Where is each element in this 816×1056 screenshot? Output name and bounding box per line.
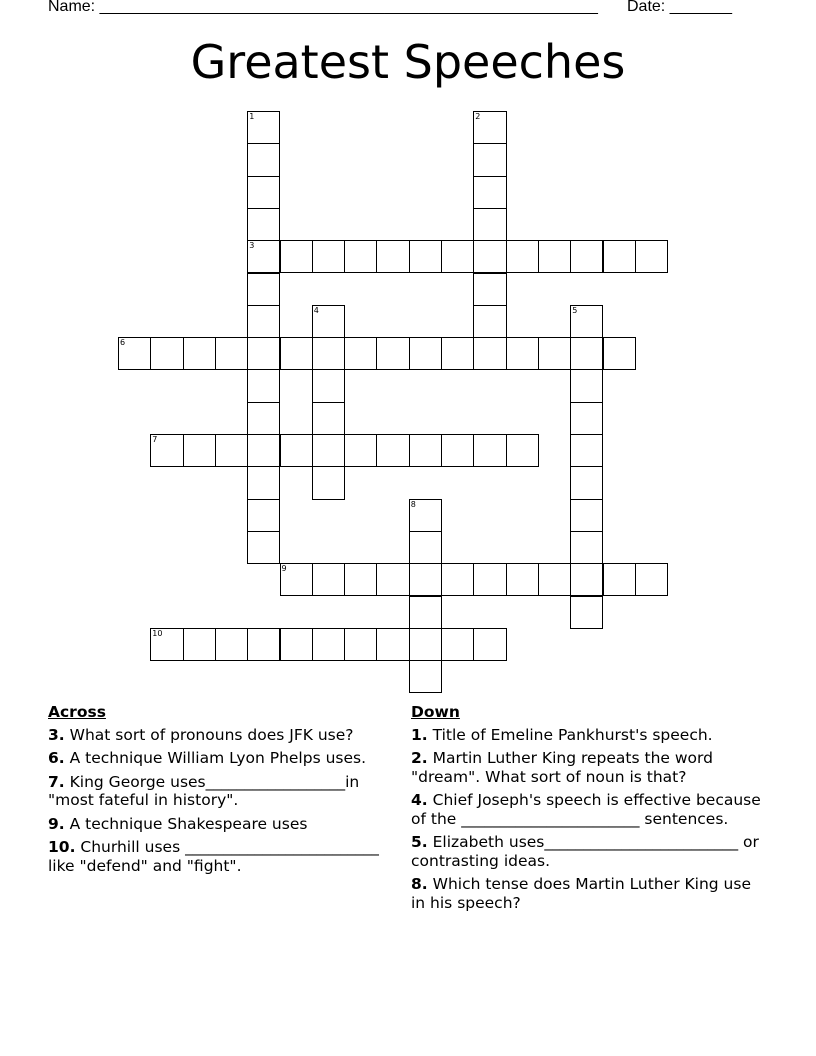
clue-across-9: 9. A technique Shakespeare uses: [48, 814, 308, 833]
grid-cell[interactable]: [150, 337, 183, 370]
clue-across-10: 10. Churhill uses _________________________ like "defend" and "fight".: [48, 838, 379, 875]
grid-cell[interactable]: [280, 628, 313, 661]
grid-cell[interactable]: [312, 434, 345, 467]
grid-cell[interactable]: [570, 402, 603, 435]
grid-cell[interactable]: [570, 434, 603, 467]
clue-down-4: 4. Chief Joseph's speech is effective because of the _______________________ sentences.: [411, 791, 761, 828]
grid-cell[interactable]: [570, 466, 603, 499]
grid-cell[interactable]: [247, 273, 280, 306]
name-line[interactable]: Name: ________________________________________________________: [48, 0, 598, 15]
grid-cell[interactable]: [247, 111, 280, 144]
clue-number: 5: [572, 305, 578, 315]
grid-cell[interactable]: [312, 628, 345, 661]
grid-cell[interactable]: [150, 434, 183, 467]
grid-cell[interactable]: [409, 628, 442, 661]
grid-cell[interactable]: [376, 337, 409, 370]
grid-cell[interactable]: [247, 466, 280, 499]
clue-number: 2: [475, 112, 481, 121]
down-heading: Down: [411, 703, 460, 721]
across-heading: Across: [48, 703, 106, 721]
page-title: Greatest Speeches: [190, 35, 626, 89]
grid-cell[interactable]: [506, 337, 539, 370]
grid-cell[interactable]: [247, 143, 280, 176]
clue-across-7: 7. King George uses__________________in "most fateful in history".: [48, 772, 360, 809]
date-line[interactable]: Date: _______: [627, 0, 732, 15]
grid-cell[interactable]: [312, 563, 345, 596]
grid-cell[interactable]: [473, 273, 506, 306]
grid-cell[interactable]: [312, 466, 345, 499]
grid-cell[interactable]: [473, 208, 506, 241]
grid-cell[interactable]: [473, 434, 506, 467]
grid-cell[interactable]: [473, 305, 506, 338]
grid-cell[interactable]: [280, 563, 313, 596]
grid-cell[interactable]: [473, 337, 506, 370]
grid-cell[interactable]: [247, 240, 280, 273]
grid-cell[interactable]: [409, 531, 442, 564]
grid-cell[interactable]: [570, 499, 603, 532]
grid-cell[interactable]: [376, 628, 409, 661]
grid-cell[interactable]: [247, 531, 280, 564]
clue-number: 7: [152, 435, 158, 444]
grid-cell[interactable]: [183, 337, 216, 370]
across-clues: [48, 703, 393, 880]
grid-cell[interactable]: [312, 305, 345, 338]
grid-cell[interactable]: [473, 176, 506, 209]
clue-number: 3: [249, 241, 255, 251]
grid-cell[interactable]: [150, 628, 183, 661]
grid-cell[interactable]: [247, 369, 280, 402]
grid-cell[interactable]: [538, 240, 571, 273]
grid-cell[interactable]: [409, 240, 442, 273]
grid-cell[interactable]: [247, 628, 280, 661]
clue-across-3: 3. What sort of pronouns does JFK use?: [48, 725, 354, 744]
grid-cell[interactable]: [409, 596, 442, 629]
grid-cell[interactable]: [409, 499, 442, 532]
grid-cell[interactable]: [603, 337, 636, 370]
grid-cell[interactable]: [280, 434, 313, 467]
grid-cell[interactable]: [409, 337, 442, 370]
grid-cell[interactable]: [473, 628, 506, 661]
grid-cell[interactable]: [247, 434, 280, 467]
grid-cell[interactable]: [473, 240, 506, 273]
grid-cell[interactable]: [441, 240, 474, 273]
down-clues: [411, 703, 761, 917]
grid-cell[interactable]: [215, 337, 248, 370]
grid-cell[interactable]: [344, 563, 377, 596]
clue-across-6: 6. A technique William Lyon Phelps uses.: [48, 749, 367, 767]
grid-cell[interactable]: [118, 337, 151, 370]
grid-cell[interactable]: [570, 240, 603, 273]
grid-cell[interactable]: [441, 628, 474, 661]
grid-cell[interactable]: [473, 143, 506, 176]
grid-cell[interactable]: [506, 240, 539, 273]
grid-cell[interactable]: [441, 337, 474, 370]
grid-cell[interactable]: [215, 434, 248, 467]
grid-cell[interactable]: [312, 240, 345, 273]
clue-number: 8: [410, 499, 416, 509]
grid-cell[interactable]: [247, 337, 280, 370]
grid-cell[interactable]: [344, 337, 377, 370]
grid-cell[interactable]: [183, 628, 216, 661]
grid-cell[interactable]: [376, 434, 409, 467]
grid-cell[interactable]: [603, 563, 636, 596]
grid-cell[interactable]: [473, 111, 506, 144]
grid-cell[interactable]: [312, 402, 345, 435]
clue-down-1: 1. Title of Emeline Pankhurst's speech.: [411, 725, 713, 744]
clue-down-5: 5. Elizabeth uses_________________________ or contrasting ideas.: [411, 833, 759, 870]
grid-cell[interactable]: [441, 434, 474, 467]
grid-cell[interactable]: [280, 240, 313, 273]
grid-cell[interactable]: [538, 563, 571, 596]
grid-cell[interactable]: [506, 563, 539, 596]
clue-number: 9: [281, 564, 287, 574]
grid-cell[interactable]: [538, 337, 571, 370]
grid-cell[interactable]: [635, 240, 668, 273]
clue-number: 1: [249, 112, 255, 121]
grid-cell[interactable]: [570, 305, 603, 338]
grid-cell[interactable]: [215, 628, 248, 661]
grid-cell[interactable]: [409, 434, 442, 467]
grid-cell[interactable]: [344, 434, 377, 467]
grid-cell[interactable]: [635, 563, 668, 596]
clue-down-2: 2. Martin Luther King repeats the word "dream". What sort of noun is that?: [411, 749, 713, 786]
grid-cell[interactable]: [183, 434, 216, 467]
clue-down-8: 8. Which tense does Martin Luther King use in his speech?: [411, 875, 751, 912]
grid-cell[interactable]: [376, 563, 409, 596]
grid-cell[interactable]: [603, 240, 636, 273]
grid-cell[interactable]: [247, 208, 280, 241]
grid-cell[interactable]: [570, 596, 603, 629]
clue-number: 6: [120, 338, 126, 348]
grid-cell[interactable]: [570, 337, 603, 370]
grid-cell[interactable]: [247, 499, 280, 532]
grid-cell[interactable]: [409, 660, 442, 693]
grid-cell[interactable]: [312, 337, 345, 370]
grid-cell[interactable]: [247, 176, 280, 209]
grid-cell[interactable]: [344, 240, 377, 273]
grid-cell[interactable]: [344, 628, 377, 661]
grid-cell[interactable]: [247, 402, 280, 435]
clue-number: 4: [313, 305, 319, 315]
grid-cell[interactable]: [570, 531, 603, 564]
grid-cell[interactable]: [247, 305, 280, 338]
grid-cell[interactable]: [409, 563, 442, 596]
grid-cell[interactable]: [280, 337, 313, 370]
grid-cell[interactable]: [473, 563, 506, 596]
grid-cell[interactable]: [570, 563, 603, 596]
grid-cell[interactable]: [441, 563, 474, 596]
grid-cell[interactable]: [376, 240, 409, 273]
grid-cell[interactable]: [570, 369, 603, 402]
grid-cell[interactable]: [506, 434, 539, 467]
grid-cell[interactable]: [312, 369, 345, 402]
clue-number: 10: [152, 628, 163, 638]
